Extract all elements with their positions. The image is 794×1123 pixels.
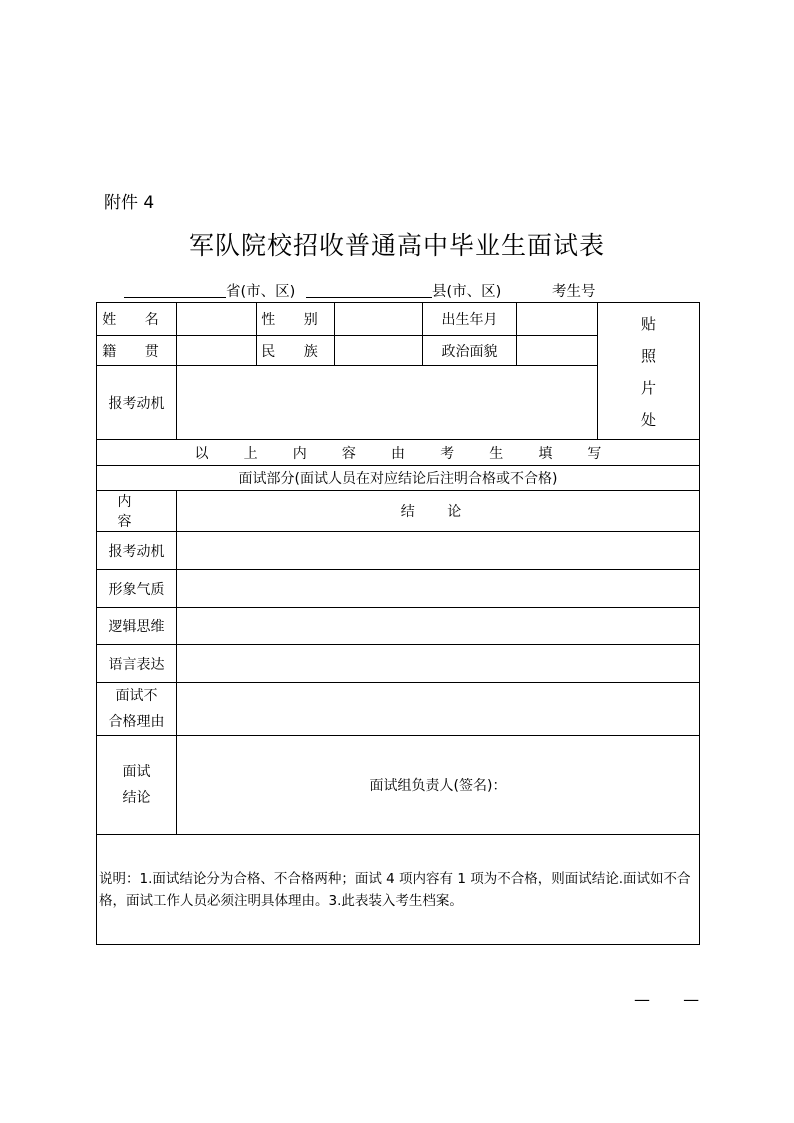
- photo-area[interactable]: [598, 303, 700, 440]
- gender-field[interactable]: [335, 303, 423, 336]
- native-field[interactable]: [177, 336, 257, 366]
- form-title: 军队院校招收普通高中毕业生面试表: [188, 231, 605, 260]
- exam-number-label: 考生号: [552, 284, 596, 300]
- photo-char: 照: [640, 346, 656, 365]
- motive-label: 报考动机: [97, 366, 177, 440]
- conclusion-label: 面试 结论: [97, 736, 177, 835]
- fail-reason-field[interactable]: [177, 683, 700, 736]
- attachment-label: 附件 4: [104, 193, 155, 213]
- explanation-note: 说明：1.面试结论分为合格、不合格两种；面试 4 项内容有 1 项为不合格，则面试结论.面试如不合格，面试工作人员必须注明具体理由。3.此表装入考生档案。: [97, 835, 700, 945]
- photo-char: 片: [640, 378, 656, 397]
- political-label: 政治面貌: [423, 336, 517, 366]
- content-header: 内 容: [97, 491, 177, 532]
- province-label: 省(市、区): [226, 284, 296, 300]
- conclusion-header: 结 论: [177, 491, 700, 532]
- interview-form-table: [96, 302, 700, 945]
- ethnic-field[interactable]: [335, 336, 423, 366]
- item-result-appearance[interactable]: [177, 570, 700, 608]
- birth-label: 出生年月: [423, 303, 517, 336]
- photo-char: 处: [640, 410, 656, 429]
- item-result-motive[interactable]: [177, 532, 700, 570]
- signature-label: 面试组负责人(签名)：: [369, 778, 507, 794]
- gender-label: 性 别: [257, 303, 335, 336]
- page-number-footer: — —: [634, 990, 714, 1009]
- item-result-language[interactable]: [177, 645, 700, 683]
- registration-line: [0, 280, 794, 300]
- native-label: 籍 贯: [97, 336, 177, 366]
- item-label-appearance: 形象气质: [97, 570, 177, 608]
- item-label-language: 语言表达: [97, 645, 177, 683]
- filled-by-candidate-row: 以 上 内 容 由 考 生 填 写: [97, 440, 700, 466]
- item-label-motive: 报考动机: [97, 532, 177, 570]
- province-blank[interactable]: [124, 297, 226, 298]
- interview-section-header: 面试部分(面试人员在对应结论后注明合格或不合格): [97, 466, 700, 491]
- birth-field[interactable]: [517, 303, 598, 336]
- political-field[interactable]: [517, 336, 598, 366]
- name-label: 姓 名: [97, 303, 177, 336]
- county-blank[interactable]: [306, 297, 432, 298]
- ethnic-label: 民 族: [257, 336, 335, 366]
- fail-reason-label: 面试不 合格理由: [97, 683, 177, 736]
- photo-char: 贴: [640, 314, 656, 333]
- conclusion-field[interactable]: [177, 736, 700, 835]
- county-label: 县(市、区): [432, 284, 502, 300]
- item-label-logic: 逻辑思维: [97, 608, 177, 645]
- motive-field[interactable]: [177, 366, 598, 440]
- item-result-logic[interactable]: [177, 608, 700, 645]
- name-field[interactable]: [177, 303, 257, 336]
